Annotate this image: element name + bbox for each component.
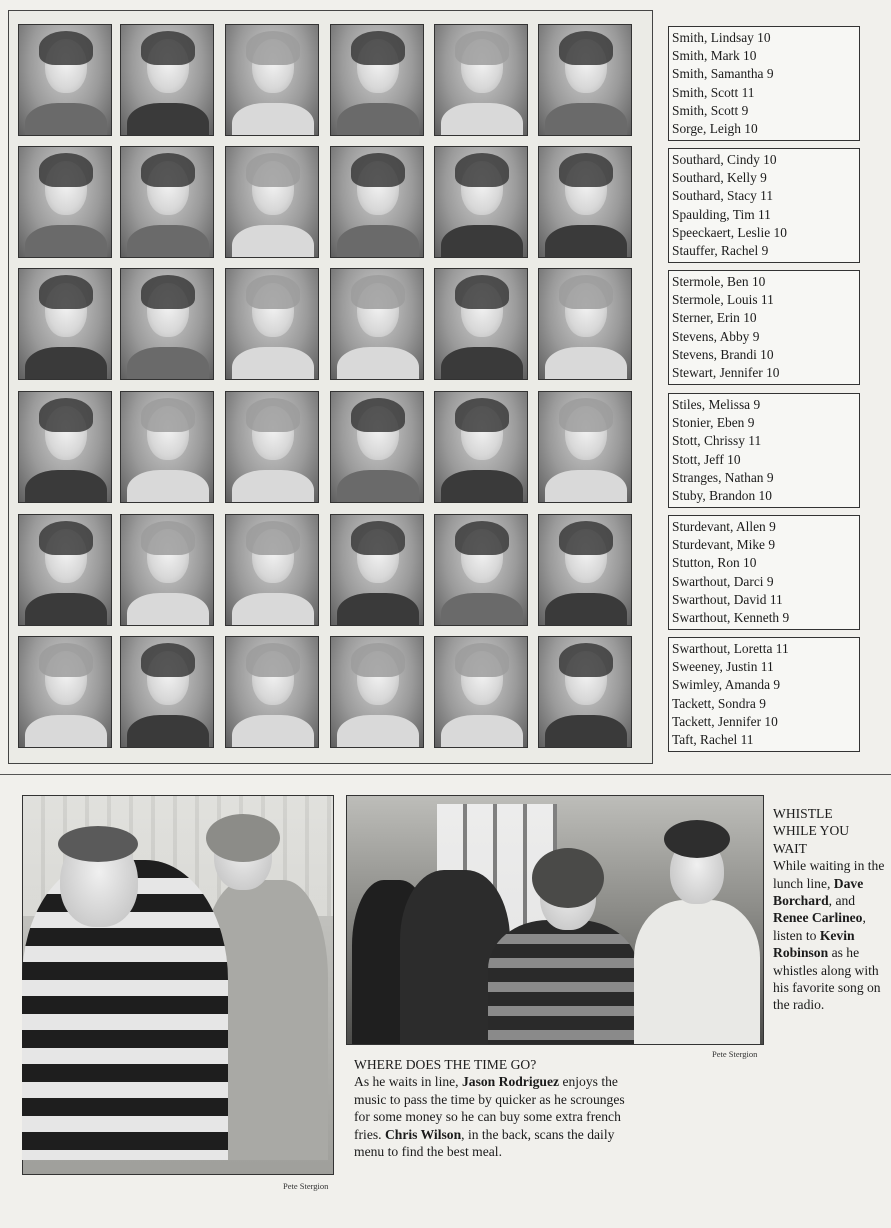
name-list-box [668,26,860,141]
student-portrait [434,146,528,258]
portrait-hair [246,643,300,677]
portrait-shoulders [232,715,314,748]
student-portrait [538,391,632,503]
portrait-shoulders [545,225,627,258]
student-name: Stott, Jeff 10 [672,451,741,467]
name-list-box [668,393,860,508]
student-portrait [538,146,632,258]
student-name: Smith, Mark 10 [672,48,757,64]
portrait-hair [39,398,93,432]
student-portrait [120,514,214,626]
name-list-box [668,515,860,630]
student-name: Swimley, Amanda 9 [672,677,781,693]
portrait-hair [455,31,509,65]
student-portrait [120,636,214,748]
portrait-hair [141,275,195,309]
portrait-hair [246,521,300,555]
portrait-shoulders [127,715,209,748]
student-portrait [538,268,632,380]
portrait-hair [559,153,613,187]
student-portrait [18,391,112,503]
portrait-shoulders [545,347,627,380]
portrait-shoulders [441,347,523,380]
portrait-shoulders [337,470,419,503]
portrait-shoulders [545,715,627,748]
portrait-hair [246,31,300,65]
caption-name: Kevin Robinson [773,927,855,961]
portrait-hair [455,398,509,432]
student-portrait [18,268,112,380]
student-portrait [120,24,214,136]
photo-credit-right: Pete Stergion [712,1049,758,1059]
section-divider [0,774,891,775]
caption-whistle-while-you-wait [773,805,889,1014]
student-name: Sterner, Erin 10 [672,310,757,326]
caption-title-line: WHILE YOU [773,823,850,839]
caption-text: , in the back, scans the daily menu to find the best meal. [354,1126,615,1160]
student-name: Spaulding, Tim 11 [672,206,771,222]
student-portrait [538,24,632,136]
student-name: Tackett, Sondra 9 [672,695,766,711]
portrait-shoulders [232,470,314,503]
portrait-shoulders [545,470,627,503]
student-portrait [330,24,424,136]
student-name: Speeckaert, Leslie 10 [672,224,787,240]
student-portrait [18,514,112,626]
portrait-shoulders [441,715,523,748]
student-portrait [225,268,319,380]
student-name: Swarthout, David 11 [672,591,783,607]
portrait-shoulders [232,103,314,136]
portrait-shoulders [441,593,523,626]
student-name: Swarthout, Loretta 11 [672,641,789,656]
portrait-hair [351,275,405,309]
caption-text: , and [828,893,856,909]
student-name: Southard, Kelly 9 [672,170,767,186]
student-name: Smith, Lindsay 10 [672,30,771,45]
student-name: Sturdevant, Allen 9 [672,519,776,534]
portrait-shoulders [25,103,107,136]
caption-text: as he whistles along with his favorite song on the radio. [773,945,881,1013]
portrait-hair [141,521,195,555]
portrait-shoulders [127,347,209,380]
student-portrait [18,636,112,748]
portrait-shoulders [127,470,209,503]
student-name: Stauffer, Rachel 9 [672,243,769,259]
student-name: Stutton, Ron 10 [672,555,757,571]
portrait-hair [559,275,613,309]
caption-title: WHERE DOES THE TIME GO? [354,1057,537,1072]
caption-text: , listen to [773,910,866,943]
photo-figure-3 [488,920,638,1044]
caption-name: Renee Carlineo [773,910,863,926]
student-name: Sweeney, Justin 11 [672,659,774,675]
photo-hair-girl [532,848,604,908]
student-name: Stermole, Ben 10 [672,274,766,289]
portrait-hair [559,398,613,432]
portrait-shoulders [127,103,209,136]
student-portrait [330,268,424,380]
student-name: Southard, Cindy 10 [672,152,777,167]
portrait-shoulders [337,225,419,258]
portrait-shoulders [25,347,107,380]
portrait-shoulders [25,593,107,626]
portrait-hair [39,153,93,187]
caption-text: enjoys the music to pass the time by quicker as he scrounges for some money so he can buy some extra french fries. [354,1074,625,1142]
caption-name: Dave Borchard [773,875,864,909]
portrait-hair [141,31,195,65]
portrait-hair [141,153,195,187]
portrait-hair [141,398,195,432]
portrait-hair [455,521,509,555]
student-name: Sturdevant, Mike 9 [672,537,776,553]
student-name: Stonier, Eben 9 [672,415,755,431]
student-portrait [434,24,528,136]
student-name: Swarthout, Kenneth 9 [672,610,790,626]
portrait-hair [351,153,405,187]
portrait-hair [351,643,405,677]
student-name: Stranges, Nathan 9 [672,469,774,485]
photo-credit-left: Pete Stergion [283,1181,329,1191]
student-portrait [330,636,424,748]
caption-name: Chris Wilson [384,1126,462,1142]
student-name: Smith, Scott 9 [672,102,749,118]
photo-hair-front [58,826,138,862]
student-name: Smith, Scott 11 [672,84,755,100]
portrait-shoulders [232,593,314,626]
student-portrait [18,146,112,258]
portrait-hair [39,521,93,555]
student-name: Sorge, Leigh 10 [672,121,758,137]
portrait-hair [246,398,300,432]
portrait-shoulders [25,225,107,258]
student-name: Southard, Stacy 11 [672,188,774,204]
portrait-shoulders [441,103,523,136]
student-name: Stevens, Abby 9 [672,328,760,344]
student-name: Tackett, Jennifer 10 [672,713,778,729]
portrait-shoulders [232,347,314,380]
portrait-hair [559,31,613,65]
portrait-hair [559,643,613,677]
photo-figure-4 [634,900,760,1044]
caption-text: As he waits in line, [354,1074,462,1090]
photo-hair-back [206,814,280,862]
student-name: Stermole, Louis 11 [672,292,774,308]
portrait-hair [39,275,93,309]
portrait-hair [559,521,613,555]
student-portrait [434,636,528,748]
student-name: Stiles, Melissa 9 [672,397,761,412]
portrait-shoulders [441,470,523,503]
student-portrait [120,391,214,503]
student-portrait [434,391,528,503]
portrait-hair [39,31,93,65]
caption-title-line: WHISTLE [773,806,833,821]
student-portrait [330,146,424,258]
portrait-shoulders [127,225,209,258]
portrait-hair [141,643,195,677]
caption-text: While waiting in the lunch line, [773,858,885,891]
portrait-hair [39,643,93,677]
portrait-shoulders [441,225,523,258]
name-list-box [668,637,860,752]
portrait-shoulders [337,103,419,136]
portrait-shoulders [25,470,107,503]
portrait-hair [455,275,509,309]
portrait-shoulders [337,593,419,626]
caption-title-line: WAIT [773,840,807,856]
portrait-hair [455,643,509,677]
student-portrait [225,391,319,503]
student-portrait [434,514,528,626]
student-portrait [120,146,214,258]
portrait-shoulders [337,347,419,380]
name-list-box [668,148,860,263]
student-portrait [225,636,319,748]
student-portrait [18,24,112,136]
student-name: Smith, Samantha 9 [672,66,774,82]
caption-where-does-the-time-go [354,1056,626,1160]
portrait-hair [246,275,300,309]
portrait-shoulders [337,715,419,748]
student-portrait [538,636,632,748]
portrait-shoulders [127,593,209,626]
student-name: Stott, Chrissy 11 [672,433,762,449]
student-portrait [538,514,632,626]
name-list-box [668,270,860,385]
student-portrait [225,146,319,258]
portrait-hair [455,153,509,187]
student-portrait [120,268,214,380]
portrait-hair [246,153,300,187]
student-portrait [330,514,424,626]
student-name: Taft, Rachel 11 [672,732,754,748]
student-name: Stuby, Brandon 10 [672,488,772,504]
student-portrait [225,514,319,626]
portrait-shoulders [545,103,627,136]
student-portrait [434,268,528,380]
photo-hair-boy [664,820,730,858]
portrait-hair [351,521,405,555]
portrait-shoulders [545,593,627,626]
student-name: Swarthout, Darci 9 [672,573,774,589]
portrait-shoulders [232,225,314,258]
student-name: Stewart, Jennifer 10 [672,365,780,381]
portrait-shoulders [25,715,107,748]
student-portrait [225,24,319,136]
portrait-hair [351,31,405,65]
student-portrait [330,391,424,503]
portrait-hair [351,398,405,432]
student-name: Stevens, Brandi 10 [672,346,774,362]
caption-name: Jason Rodriguez [461,1074,560,1090]
